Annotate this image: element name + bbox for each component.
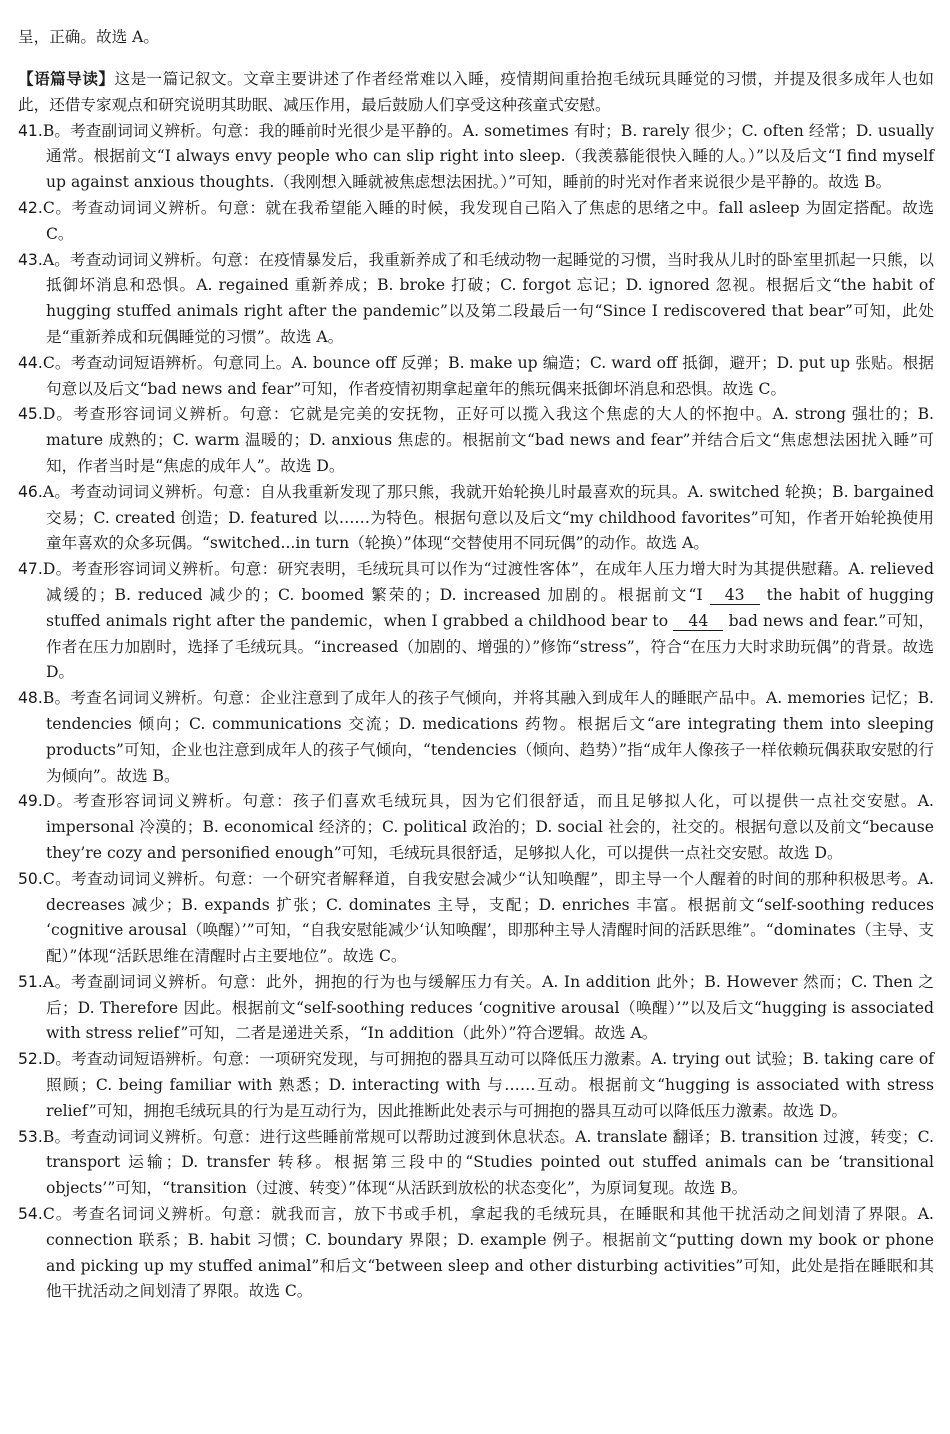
answer-item-50 — [18, 867, 934, 970]
answer-item-42 — [18, 196, 934, 248]
item-text: C。考查动词词义辨析。句意：一个研究者解释道，自我安慰会减少“认知唤醒”，即主导一个人醒着的时间的那种积极思考。A. decreases 减少；B. expands 扩张；C. dominates 主导，支配；D. enriches 丰富。根据前文“self-soothing reduces ‘cognitive arousal（唤醒）’”可知，“自我安慰能减少‘认知唤醒’，即那种主导人清醒时间的活跃思维”。“dominates（主导、支配）”体现“活跃思维在清醒时占主要地位”。故选 C。 — [42, 869, 934, 966]
item-number: 43. — [18, 250, 43, 269]
item-number: 45. — [18, 405, 43, 424]
answer-item-43 — [18, 248, 934, 351]
answer-item-48 — [18, 686, 934, 789]
item-text: B。考查名词词义辨析。句意：企业注意到了成年人的孩子气倾向，并将其融入到成年人的睡眠产品中。A. memories 记忆；B. tendencies 倾向；C. communications 交流；D. medications 药物。根据后文“are integrating them into sleeping products”可知，企业也注意到成年人的孩子气倾向，“tendencies（倾向、趋势）”指“成年人像孩子一样依赖玩偶获取安慰的行为倾向”。故选 B。 — [42, 689, 934, 785]
item-text-end: bad news and fear.”可知，作者在压力加剧时，选择了毛绒玩具。“increased（加剧的、增强的）”修饰“stress”，符合“在压力大时求助玩偶”的背景。故选 D。 — [46, 611, 934, 682]
answer-item-44 — [18, 351, 934, 403]
answer-item-53 — [18, 1125, 934, 1202]
item-number: 52. — [18, 1050, 43, 1069]
item-number: 42. — [18, 198, 43, 217]
item-text: D。考查形容词词义辨析。句意：孩子们喜欢毛绒玩具，因为它们很舒适，而且足够拟人化，可以提供一点社交安慰。A. impersonal 冷漠的；B. economical 经济的；C. political 政治的；D. social 社会的，社交的。根据句意以及前文“because they’re cozy and personified enough”可知，毛绒玩具很舒适，足够拟人化，可以提供一点社交安慰。故选 D。 — [42, 792, 934, 862]
item-text: C。考查名词词义辨析。句意：就我而言，放下书或手机，拿起我的毛绒玩具，在睡眠和其他干扰活动之间划清了界限。A. connection 联系；B. habit 习惯；C. boundary 界限；D. example 例子。根据前文“putting down my book or phone and picking up my stuffed animal”和后文“between sleep and other disturbing activities”可知，此处是指在睡眠和其他干扰活动之间划清了界限。故选 C。 — [42, 1205, 934, 1301]
guide-text: 这是一篇记叙文。文章主要讲述了作者经常难以入睡，疫情期间重拾抱毛绒玩具睡觉的习惯，并提及很多成年人也如此，还借专家观点和研究说明其助眠、减压作用，最后鼓励人们享受这种孩童式安慰。 — [18, 70, 934, 114]
item-number: 44. — [18, 353, 43, 372]
passage-guide — [18, 66, 934, 119]
item-number: 41. — [18, 121, 43, 140]
answer-item-47 — [18, 557, 934, 686]
item-number: 46. — [18, 482, 43, 501]
cutoff-previous-text: 呈，正确。故选 A。 — [18, 28, 159, 46]
guide-tag: 【语篇导读】 — [18, 69, 115, 88]
item-text: D。考查形容词词义辨析。句意：研究表明，毛绒玩具可以作为“过渡性客体”，在成年人压力增大时为其提供慰藉。A. relieved 减缓的；B. reduced 减少的；C. boomed 繁荣的；D. increased 加剧的。根据前文“I — [42, 560, 934, 604]
item-text: C。考查动词词义辨析。句意：就在我希望能入睡的时候，我发现自己陷入了焦虑的思绪之中。fall asleep 为固定搭配。故选 C。 — [42, 198, 934, 243]
blank-43: 43 — [710, 586, 760, 605]
item-text-mid: the habit of hugging stuffed animals right after the pandemic，when I grabbed a childhood bear to — [46, 585, 934, 630]
answer-item-46 — [18, 480, 934, 557]
item-text: A。考查动词词义辨析。句意：自从我重新发现了那只熊，我就开始轮换儿时最喜欢的玩具。A. switched 轮换；B. bargained交易；C. created 创造；D. featured 以……为特色。根据句意以及后文“my childhood favorites”可知，作者开始轮换使用童年喜欢的众多玩偶。“switched...in turn（轮换）”体现“交替使用不同玩偶”的动作。故选 A。 — [42, 482, 934, 553]
item-text: C。考查动词短语辨析。句意同上。A. bounce off 反弹；B. make up 编造；C. ward off 抵御，避开；D. put up 张贴。根据句意以及后文“bad news and fear”可知，作者疫情初期拿起童年的熊玩偶来抵御坏消息和恐惧。故选 C。 — [42, 353, 934, 398]
answer-item-54 — [18, 1202, 934, 1305]
answer-item-52 — [18, 1047, 934, 1124]
page-bottom-margin — [0, 1362, 950, 1434]
item-text: B。考查动词词义辨析。句意：进行这些睡前常规可以帮助过渡到休息状态。A. translate 翻译；B. transition 过渡，转变；C. transport 运输；D. transfer 转移。根据第三段中的“Studies pointed out stuffed animals can be ‘transitional objects’”可知，“transition（过渡、转变）”体现“从活跃到放松的状态变化”，为原词复现。故选 B。 — [42, 1127, 934, 1198]
item-number: 50. — [18, 869, 43, 888]
item-text: D。考查形容词词义辨析。句意：它就是完美的安抚物，正好可以揽入我这个焦虑的大人的怀抱中。A. strong 强壮的；B. mature 成熟的；C. warm 温暖的；D. anxious 焦虑的。根据前文“bad news and fear”并结合后文“焦虑想法困扰入睡”可知，作者当时是“焦虑的成年人”。故选 D。 — [42, 405, 935, 475]
answer-item-41 — [18, 119, 934, 196]
blank-44: 44 — [673, 612, 723, 631]
item-number: 54. — [18, 1205, 43, 1224]
answer-item-49 — [18, 789, 934, 866]
item-number: 53. — [18, 1127, 43, 1146]
item-text: D。考查动词短语辨析。句意：一项研究发现，与可拥抱的器具互动可以降低压力激素。A. trying out 试验；B. taking care of 照顾；C. being familiar with 熟悉；D. interacting with 与……互动。根据前文“hugging is associated with stress relief”可知，拥抱毛绒玩具的行为是互动行为，因此推断此处表示与可拥抱的器具互动可以降低压力激素。故选 D。 — [42, 1050, 934, 1120]
item-text: A。考查副词词义辨析。句意：此外，拥抱的行为也与缓解压力有关。A. In addition 此外；B. However 然而；C. Then 之后；D. Therefore 因此。根据前文“self-soothing reduces ‘cognitive arousal（唤醒）’”以及后文“hugging is associated with stress relief”可知，二者是递进关系，“In addition（此外）”符合逻辑。故选 A。 — [42, 972, 934, 1043]
item-text: B。考查副词词义辨析。句意：我的睡前时光很少是平静的。A. sometimes 有时；B. rarely 很少；C. often 经常；D. usually 通常。根据前文“I always envy people who can slip right into sleep.（我羡慕能很快入睡的人。）”以及后文“I find myself up against anxious thoughts.（我刚想入睡就被焦虑想法困扰。）”可知，睡前的时光对作者来说很少是平静的。故选 B。 — [42, 121, 934, 192]
item-number: 48. — [18, 689, 43, 708]
answer-item-51 — [18, 970, 934, 1047]
item-number: 51. — [18, 972, 43, 991]
item-number: 47. — [18, 560, 43, 579]
item-number: 49. — [18, 792, 43, 811]
item-text: A。考查动词词义辨析。句意：在疫情暴发后，我重新养成了和毛绒动物一起睡觉的习惯，当时我从儿时的卧室里抓起一只熊，以抵御坏消息和恐惧。A. regained 重新养成；B. broke 打破；C. forgot 忘记；D. ignored 忽视。根据后文“the habit of hugging stuffed animals right after the pandemic”以及第二段最后一句“Since I rediscovered that bear”可知，此处是“重新养成和玩偶睡觉的习惯”。故选 A。 — [42, 250, 934, 346]
answer-item-45 — [18, 402, 934, 479]
